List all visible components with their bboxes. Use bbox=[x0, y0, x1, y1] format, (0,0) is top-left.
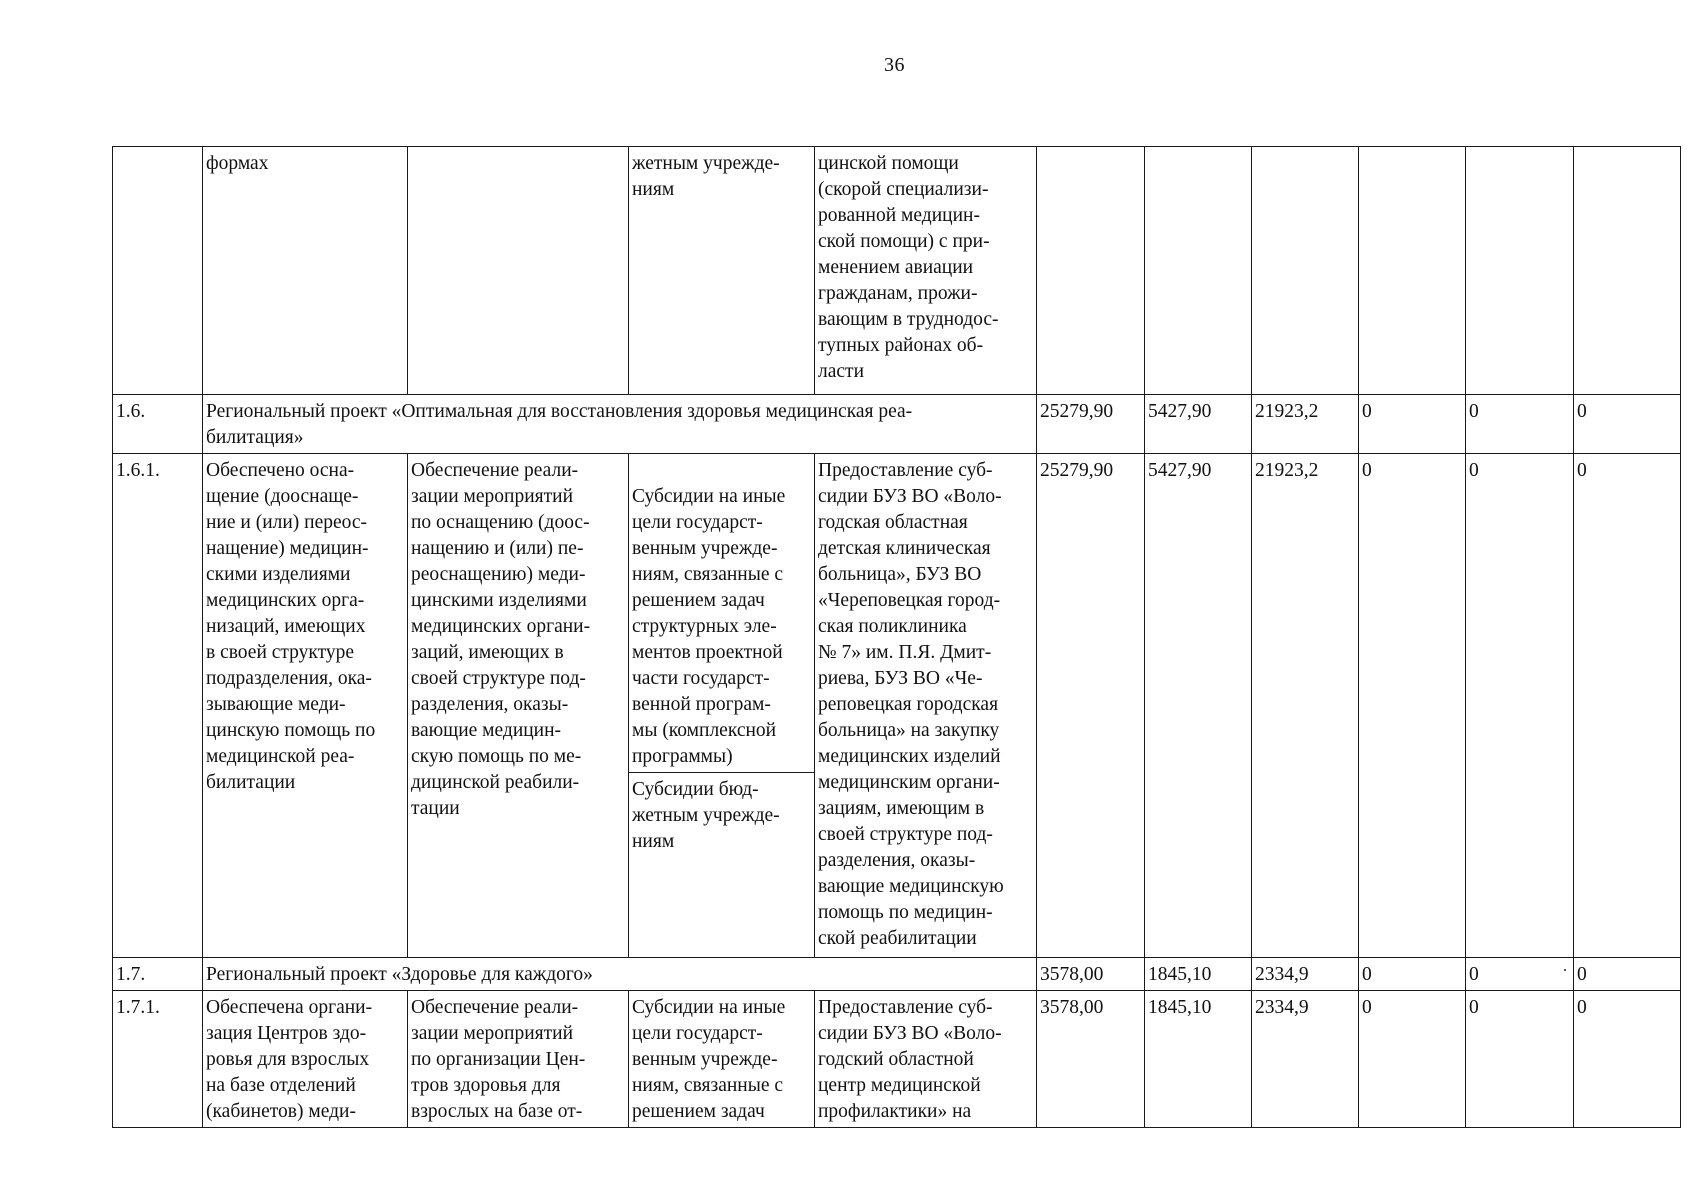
cell-value bbox=[1145, 147, 1252, 395]
cell-result-name: Обеспечено осна- щение (дооснаще- ние и (или) переос- нащение) медицин- скими изделиями медицинских орга- низаций, имеющих в своей структуре подразделения, ока- зывающие меди- цинскую помощь по медицинской реа- билитации bbox=[203, 454, 408, 958]
cell-result-name: Обеспечена органи- зация Центров здо- ровья для взрослых на базе отделений (кабинетов) меди- bbox=[203, 991, 408, 1128]
cell-value bbox=[1252, 147, 1359, 395]
cell-value bbox=[1574, 147, 1681, 395]
cell-activity bbox=[408, 147, 629, 395]
cell-funding-source: жетным учрежде- ниям bbox=[629, 147, 815, 395]
table-row-item bbox=[113, 991, 1681, 1128]
scan-speck bbox=[1564, 969, 1566, 971]
funding-source-subsidy-budget: Субсидии бюд- жетным учрежде- ниям bbox=[629, 772, 814, 857]
cell-value: 0 bbox=[1359, 454, 1466, 958]
funding-source-subsidy-other: Субсидии на иные цели государст- венным учрежде- ниям, связанные с решением задач структурных эле- ментов проектной части государст- венной програм- мы (комплексной программы) bbox=[632, 486, 786, 767]
cell-value: 0 bbox=[1574, 958, 1681, 991]
cell-value: 0 bbox=[1466, 958, 1574, 991]
cell-value: 25279,90 bbox=[1037, 395, 1145, 454]
cell-value: 1845,10 bbox=[1145, 991, 1252, 1128]
cell-project-title: Региональный проект «Здоровье для каждого» bbox=[203, 958, 1037, 991]
cell-value bbox=[1359, 147, 1466, 395]
cell-value: 0 bbox=[1466, 395, 1574, 454]
table-row-project bbox=[113, 958, 1681, 991]
cell-index: 1.6. bbox=[113, 395, 203, 454]
cell-value: 21923,2 bbox=[1252, 395, 1359, 454]
cell-value: 5427,90 bbox=[1145, 395, 1252, 454]
cell-value: 0 bbox=[1359, 395, 1466, 454]
cell-funding-source: Субсидии на иные цели государст- венным учрежде- ниям, связанные с решением задач bbox=[629, 991, 815, 1128]
cell-index: 1.7. bbox=[113, 958, 203, 991]
cell-funding-sources bbox=[629, 454, 815, 958]
cell-value: 0 bbox=[1574, 991, 1681, 1128]
cell-value bbox=[1037, 147, 1145, 395]
table-row-project bbox=[113, 395, 1681, 454]
cell-index: 1.6.1. bbox=[113, 454, 203, 958]
cell-value: 0 bbox=[1574, 395, 1681, 454]
cell-value bbox=[1466, 147, 1574, 395]
cell-value: 0 bbox=[1466, 991, 1574, 1128]
budget-table bbox=[112, 146, 1681, 1128]
cell-value: 3578,00 bbox=[1037, 991, 1145, 1128]
cell-project-title: Региональный проект «Оптимальная для восстановления здоровья медицинская реа- билитация» bbox=[203, 395, 1037, 454]
cell-activity: Обеспечение реали- зации мероприятий по оснащению (доос- нащению и (или) пе- реоснащению) меди- цинскими изделиями медицинских органи- заций, имеющих в своей структуре под- разделения, оказы- вающие медицин- скую помощь по ме- дицинской реабили- тации bbox=[408, 454, 629, 958]
cell-value: 0 bbox=[1574, 454, 1681, 958]
cell-index bbox=[113, 147, 203, 395]
cell-value: 0 bbox=[1466, 454, 1574, 958]
table-row-continuation bbox=[113, 147, 1681, 395]
cell-value: 2334,9 bbox=[1252, 958, 1359, 991]
funding-source-split bbox=[629, 480, 814, 857]
cell-result-name: формах bbox=[203, 147, 408, 395]
cell-direction: Предоставление суб- сидии БУЗ ВО «Воло- годский областной центр медицинской профилактики» на bbox=[815, 991, 1037, 1128]
cell-direction: Предоставление суб- сидии БУЗ ВО «Воло- годская областная детская клиническая больница», БУЗ ВО «Череповецкая город- ская поликлиника № 7» им. П.Я. Дмит- риева, БУЗ ВО «Че- реповецкая городская больница» на закупку медицинских изделий медицинским органи- зациям, имеющим в своей структуре под- разделения, оказы- вающие медицинскую помощь по медицин- ской реабилитации bbox=[815, 454, 1037, 958]
cell-value: 0 bbox=[1359, 991, 1466, 1128]
cell-index: 1.7.1. bbox=[113, 991, 203, 1128]
cell-value: 3578,00 bbox=[1037, 958, 1145, 991]
cell-value: 2334,9 bbox=[1252, 991, 1359, 1128]
cell-value: 0 bbox=[1359, 958, 1466, 991]
table-row-item bbox=[113, 454, 1681, 958]
cell-value: 5427,90 bbox=[1145, 454, 1252, 958]
cell-direction: цинской помощи (скорой специализи- рованной медицин- ской помощи) с при- менением авиации гражданам, прожи- вающим в труднодос- тупных районах об- ласти bbox=[815, 147, 1037, 395]
cell-value: 1845,10 bbox=[1145, 958, 1252, 991]
cell-value: 25279,90 bbox=[1037, 454, 1145, 958]
cell-activity: Обеспечение реали- зации мероприятий по организации Цен- тров здоровья для взрослых на базе от- bbox=[408, 991, 629, 1128]
page-number: 36 bbox=[884, 54, 905, 76]
cell-value: 21923,2 bbox=[1252, 454, 1359, 958]
